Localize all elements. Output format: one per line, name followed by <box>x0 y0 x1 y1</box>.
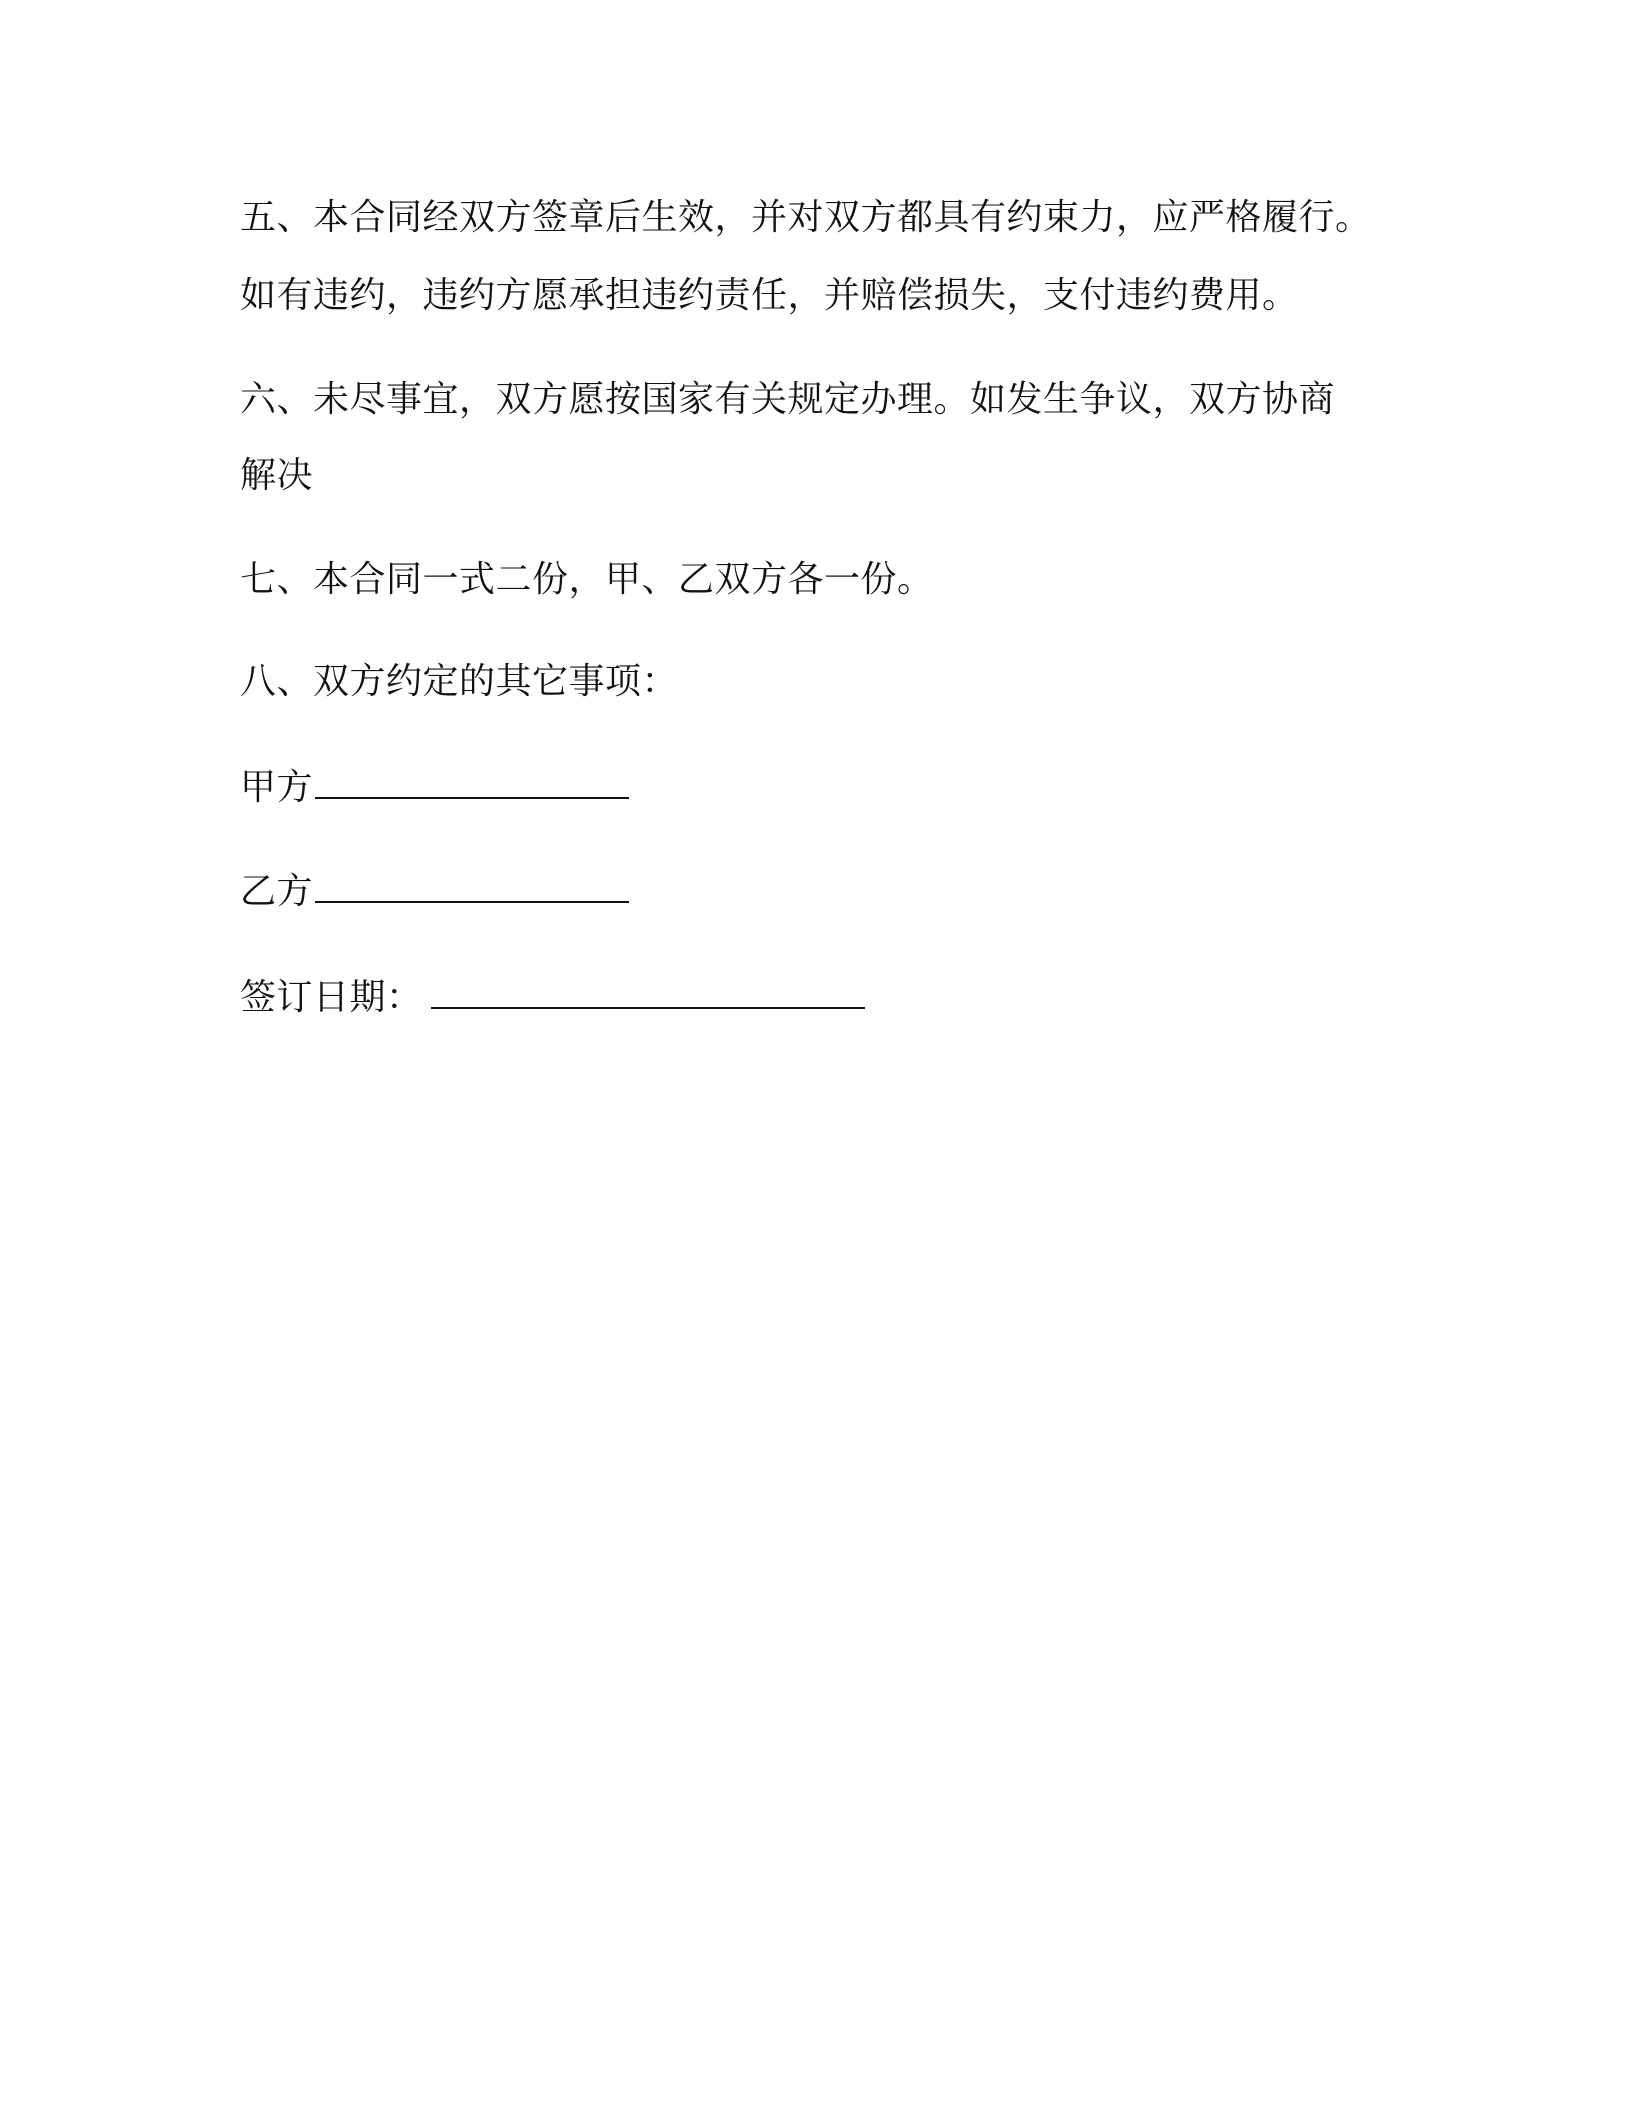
signing-date-blank <box>431 977 865 1009</box>
clause-6-line-2: 解决 <box>240 455 314 496</box>
clause-5-line-2: 如有违约，违约方愿承担违约责任，并赔偿损失，支付违约费用。 <box>240 275 1299 316</box>
clause-6-line-1: 六、未尽事宜，双方愿按国家有关规定办理。如发生争议，双方协商 <box>240 379 1336 420</box>
party-a-label: 甲方 <box>240 767 314 808</box>
signing-date-label: 签订日期： <box>240 977 423 1018</box>
clause-8: 八、双方约定的其它事项： <box>240 661 679 702</box>
party-a-signature-blank <box>315 767 629 799</box>
clause-7: 七、本合同一式二份，甲、乙双方各一份。 <box>240 559 934 600</box>
signing-date-row <box>240 976 865 1020</box>
party-b-signature-blank <box>315 871 629 903</box>
clause-5-line-1: 五、本合同经双方签章后生效，并对双方都具有约束力，应严格履行。 <box>240 197 1372 238</box>
party-b-label: 乙方 <box>240 871 314 912</box>
party-b-signature-row <box>240 870 629 914</box>
party-a-signature-row <box>240 766 629 810</box>
